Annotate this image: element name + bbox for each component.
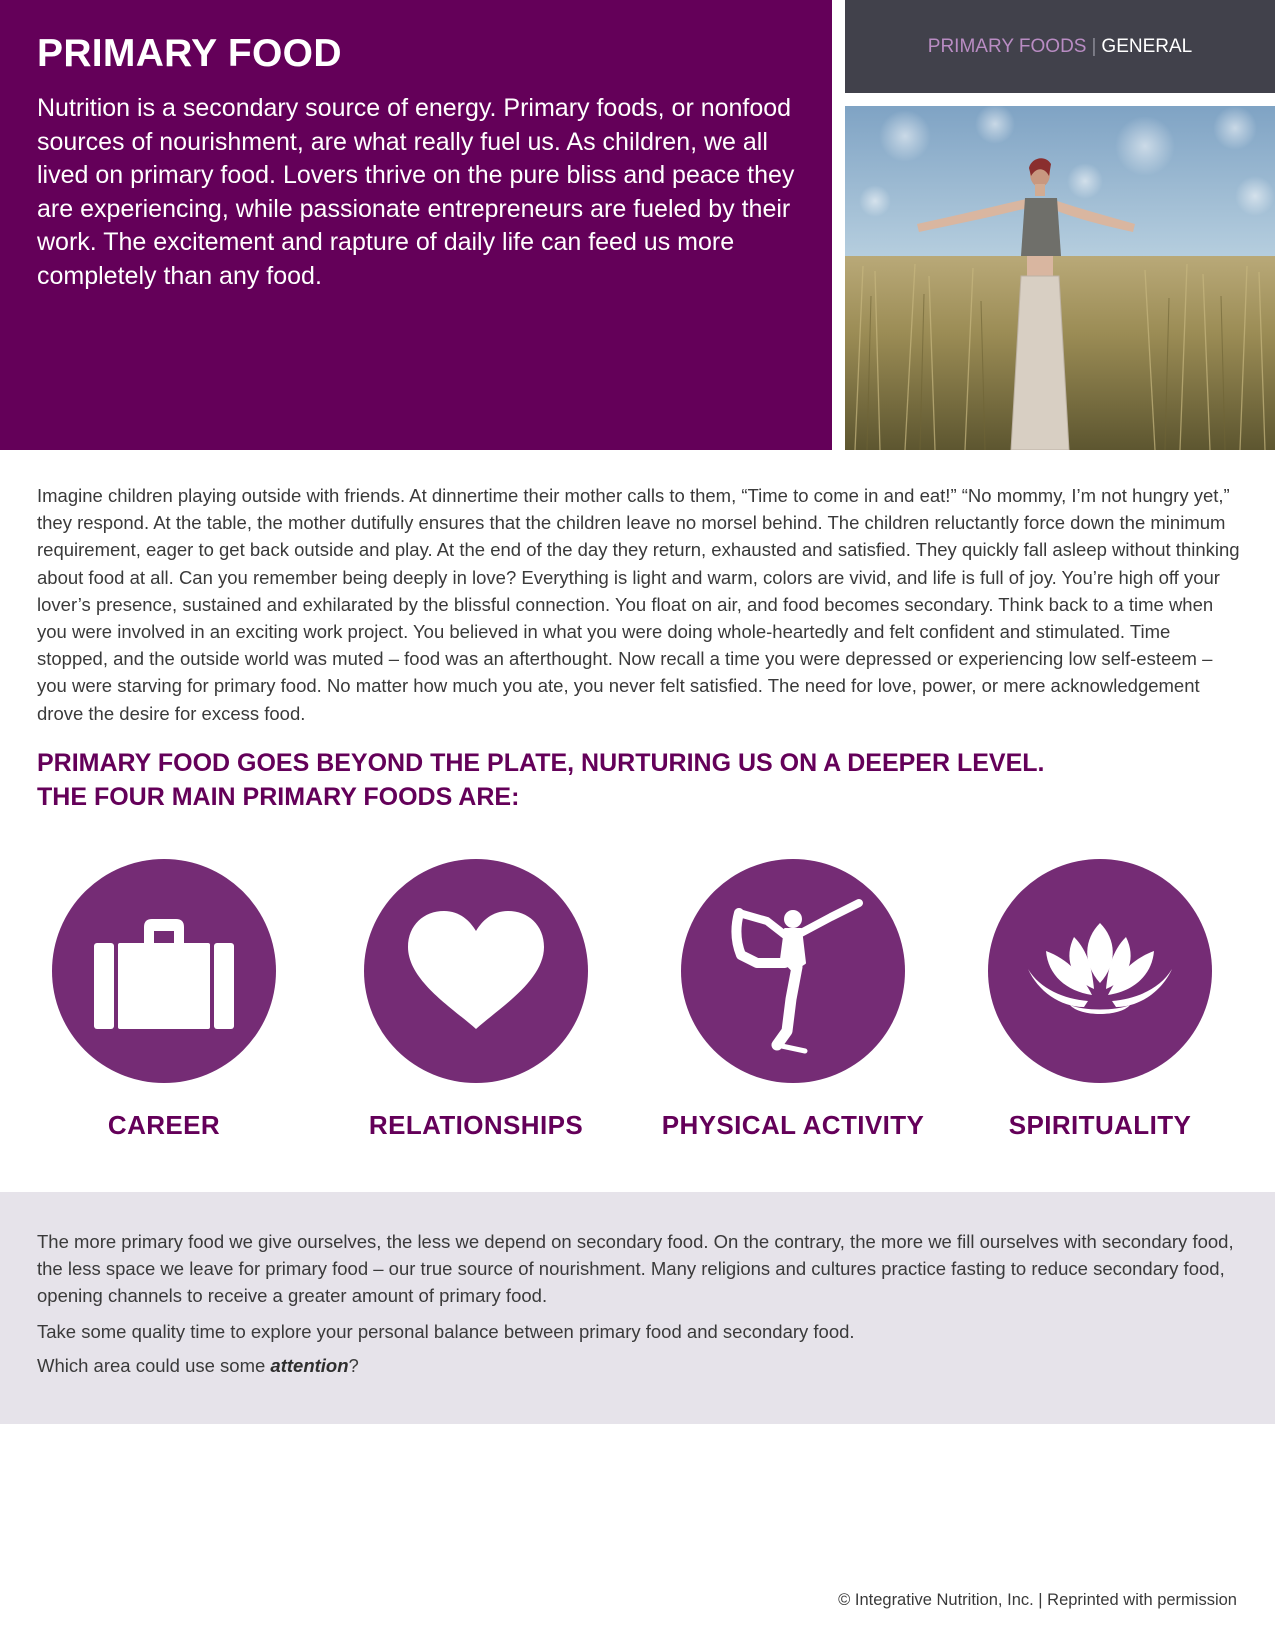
page-title: PRIMARY FOOD xyxy=(37,32,342,75)
category-label xyxy=(845,36,1275,58)
intro-paragraph: Nutrition is a secondary source of energy. Primary foods, or nonfood sources of nourishment, are what really fuel us. As children, we all lived on primary food. Lovers thrive on the pure bliss and peace they are experiencing, while passionate entrepreneurs are fueled by their work. The excitement and rapture of daily life can feed us more completely than any food. xyxy=(37,94,795,290)
category-secondary: GENERAL xyxy=(1101,36,1193,57)
category-bar xyxy=(845,0,1275,93)
reflection-paragraph: The more primary food we give ourselves, the less we depend on secondary food. On the contrary, the more we fill ourselves with secondary food, the less space we leave for primary food – our true source of nourishment. Many religions and cultures practice fasting to reduce secondary food, opening channels to receive a greater amount of primary food. xyxy=(37,1231,1234,1307)
category-separator: | xyxy=(1091,36,1097,57)
primary-food-label: PHYSICAL ACTIVITY xyxy=(661,1110,925,1140)
copyright-footer: © Integrative Nutrition, Inc. | Reprinted with permission xyxy=(838,1591,1237,1609)
primary-food-physical-activity xyxy=(648,859,938,1141)
question-prefix: Which area could use some xyxy=(37,1355,271,1376)
question-emphasis: attention xyxy=(270,1355,349,1376)
reflection-question xyxy=(37,1352,359,1379)
question-suffix: ? xyxy=(348,1355,359,1376)
primary-food-spirituality xyxy=(955,859,1245,1141)
primary-food-relationships xyxy=(331,859,621,1141)
subheading-line-2: THE FOUR MAIN PRIMARY FOODS ARE: xyxy=(37,783,520,811)
section-subheading xyxy=(37,746,1045,814)
header-panel xyxy=(0,0,832,450)
primary-food-label: RELATIONSHIPS xyxy=(368,1110,584,1140)
heart-icon xyxy=(364,859,588,1083)
primary-food-career xyxy=(19,859,309,1141)
category-primary: PRIMARY FOODS xyxy=(927,36,1087,57)
primary-food-label: SPIRITUALITY xyxy=(1008,1110,1192,1140)
lotus-icon xyxy=(988,859,1212,1083)
primary-food-label: CAREER xyxy=(107,1110,221,1140)
subheading-line-1: PRIMARY FOOD GOES BEYOND THE PLATE, NURTURING US ON A DEEPER LEVEL. xyxy=(37,749,1045,777)
woman-in-wheat-field-photo xyxy=(845,106,1275,450)
body-paragraph: Imagine children playing outside with friends. At dinnertime their mother calls to them, “Time to come in and eat!” “No mommy, I’m not hungry yet,” they respond. At the table, the mother dutifully ensures that the children leave no morsel behind. The children reluctantly force down the minimum requirement, eager to get back outside and play. At the end of the day they return, exhausted and satisfied. They quickly fall asleep without thinking about food at all. Can you remember being deeply in love? Everything is light and warm, colors are vivid, and life is full of joy. You’re high off your lover’s presence, sustained and exhilarated by the blissful connection. You float on air, and food becomes secondary. Think back to a time when you were involved in an exciting work project. You believed in what you were doing whole-heartedly and felt confident and stimulated. Time stopped, and the outside world was muted – food was an afterthought. Now recall a time you were depressed or experiencing low self-esteem – you were starving for primary food. No matter how much you ate, you never felt satisfied. The need for love, power, or mere acknowledgement drove the desire for excess food. xyxy=(37,485,1240,724)
briefcase-icon xyxy=(52,859,276,1083)
yoga-pose-icon xyxy=(681,859,905,1083)
reflection-panel xyxy=(0,1192,1275,1424)
reflection-prompt: Take some quality time to explore your personal balance between primary food and secondary food. xyxy=(37,1321,855,1342)
